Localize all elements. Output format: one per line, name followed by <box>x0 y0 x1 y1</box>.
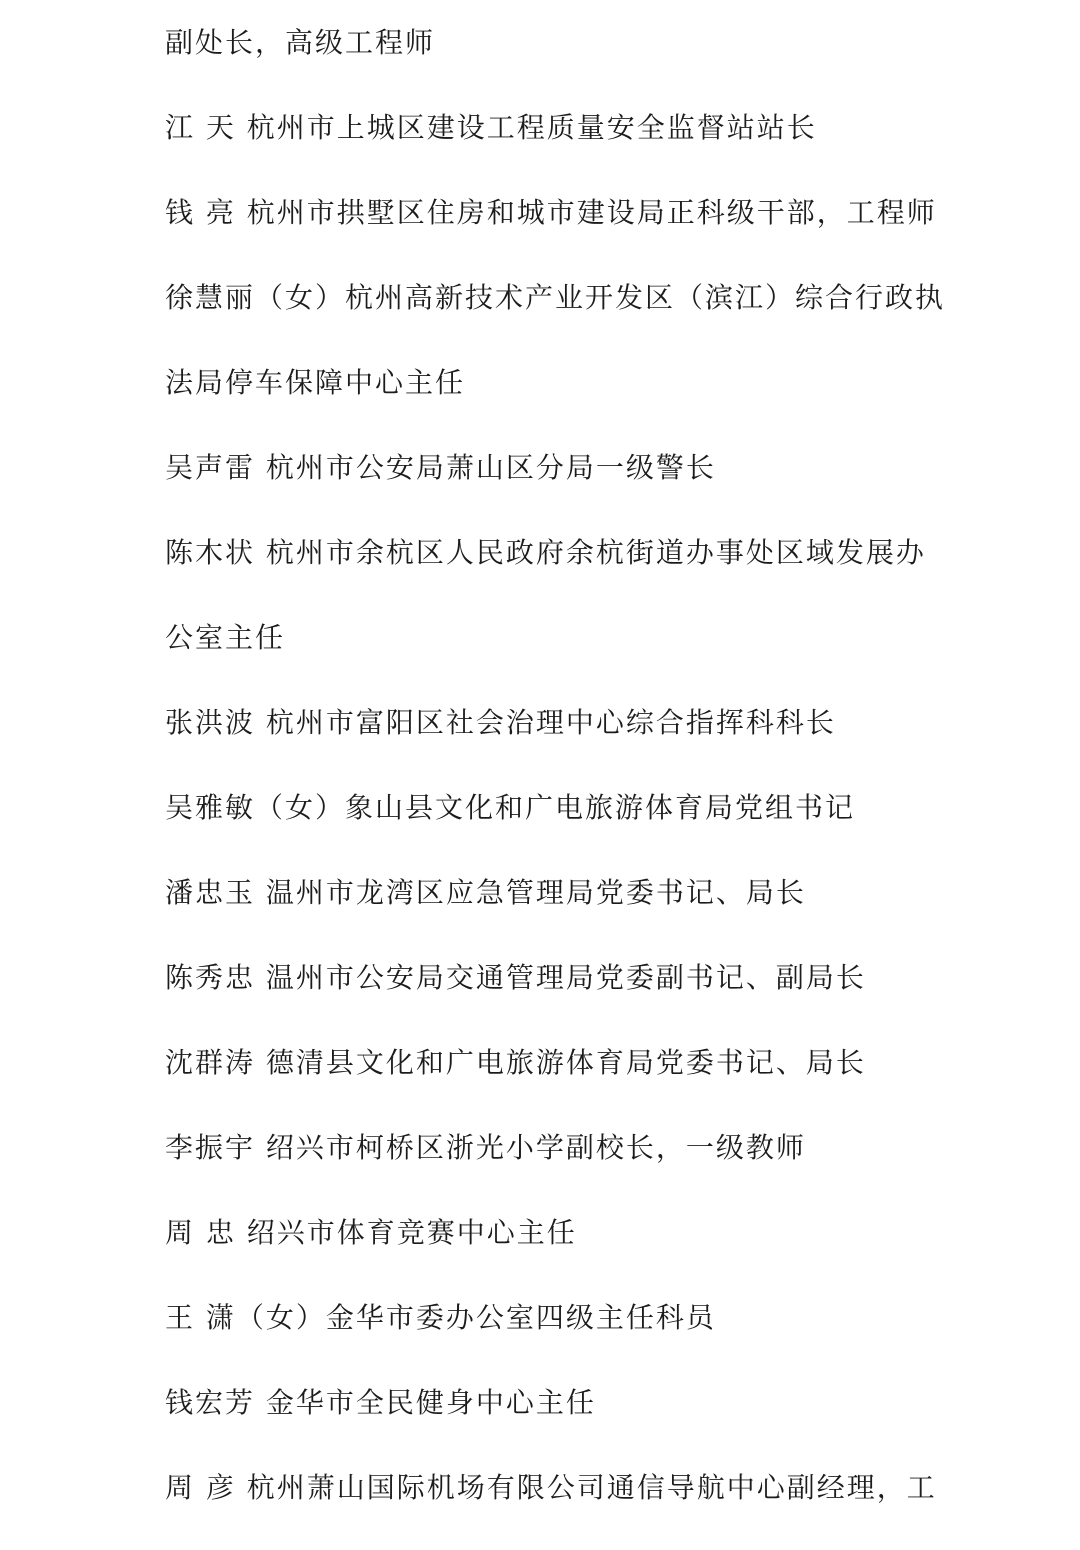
list-line: 钱 亮 杭州市拱墅区住房和城市建设局正科级干部，工程师 <box>165 196 937 229</box>
list-line: 法局停车保障中心主任 <box>165 366 466 399</box>
list-line: 副处长，高级工程师 <box>165 26 436 59</box>
list-line: 潘忠玉 温州市龙湾区应急管理局党委书记、局长 <box>165 876 806 909</box>
list-line: 公室主任 <box>165 621 286 654</box>
list-line: 吴雅敏（女）象山县文化和广电旅游体育局党组书记 <box>165 791 856 824</box>
honoree-list <box>165 20 1025 1550</box>
list-line: 张洪波 杭州市富阳区社会治理中心综合指挥科科长 <box>165 706 836 739</box>
list-line: 钱宏芳 金华市全民健身中心主任 <box>165 1386 596 1419</box>
list-line: 周 彦 杭州萧山国际机场有限公司通信导航中心副经理，工 <box>165 1471 937 1504</box>
list-line: 徐慧丽（女）杭州高新技术产业开发区（滨江）综合行政执 <box>165 281 946 314</box>
list-line: 陈秀忠 温州市公安局交通管理局党委副书记、副局长 <box>165 961 866 994</box>
list-line: 周 忠 绍兴市体育竞赛中心主任 <box>165 1216 577 1249</box>
list-line: 沈群涛 德清县文化和广电旅游体育局党委书记、局长 <box>165 1046 866 1079</box>
list-line: 吴声雷 杭州市公安局萧山区分局一级警长 <box>165 451 716 484</box>
list-line: 陈木状 杭州市余杭区人民政府余杭街道办事处区域发展办 <box>165 536 926 569</box>
list-line: 江 天 杭州市上城区建设工程质量安全监督站站长 <box>165 111 817 144</box>
list-line: 李振宇 绍兴市柯桥区浙光小学副校长，一级教师 <box>165 1131 806 1164</box>
list-line: 王 潇（女）金华市委办公室四级主任科员 <box>165 1301 716 1334</box>
